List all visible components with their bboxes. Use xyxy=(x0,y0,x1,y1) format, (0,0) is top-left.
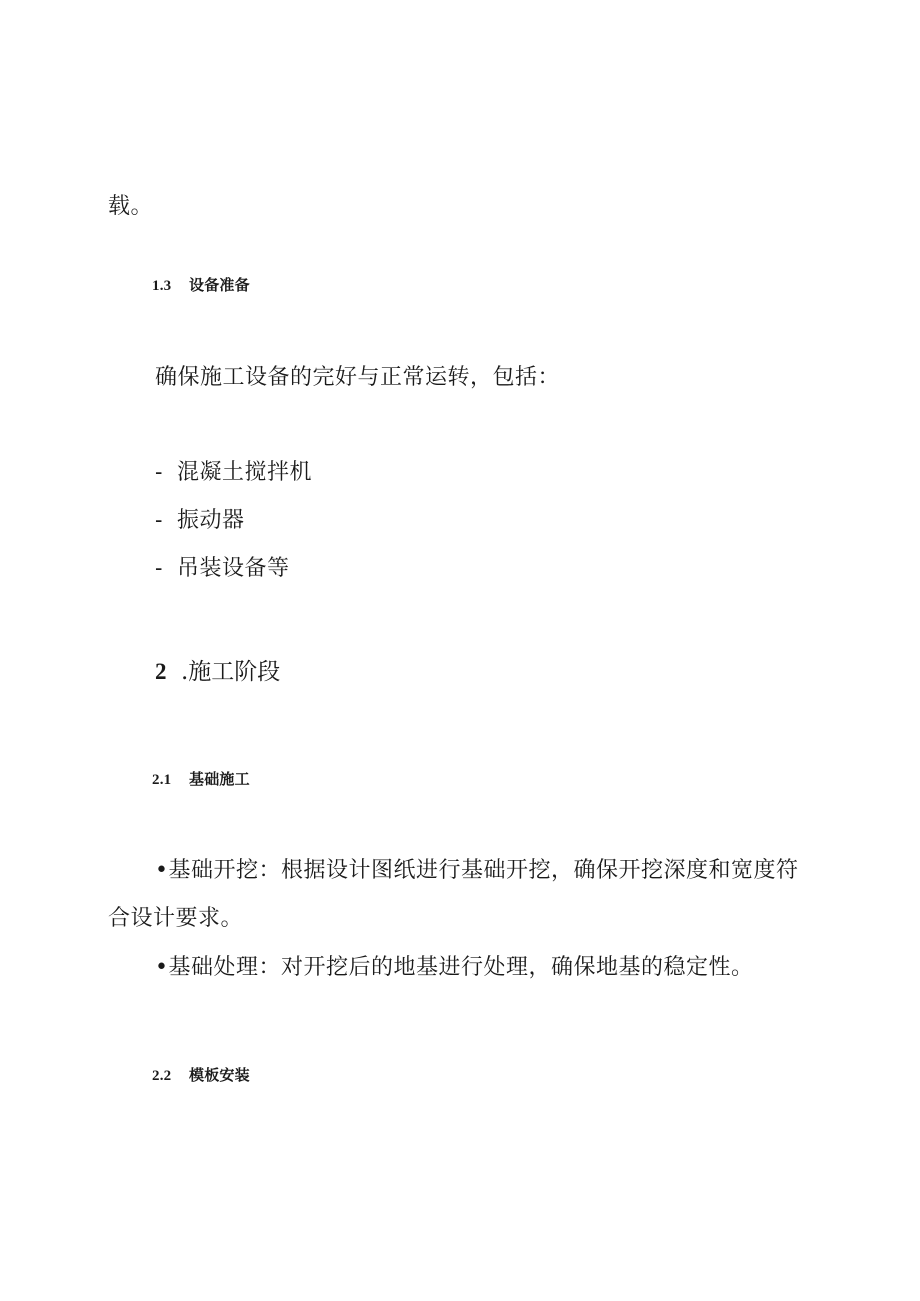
list-item xyxy=(155,558,290,580)
bullet-line: •基础开挖：根据设计图纸进行基础开挖，确保开挖深度和宽度符 xyxy=(155,858,799,883)
paragraph-continuation: 载。 xyxy=(108,194,154,219)
subsection-number: 2.1 xyxy=(152,772,172,788)
bullet-continuation: 合设计要求。 xyxy=(108,906,244,931)
list-item xyxy=(155,510,245,532)
subsection-heading-1-3 xyxy=(152,278,250,294)
subsection-number: 2.2 xyxy=(152,1068,172,1084)
list-item-text: 吊装设备等 xyxy=(177,556,290,581)
paragraph-intro: 确保施工设备的完好与正常运转，包括： xyxy=(155,365,561,390)
list-dash: - xyxy=(155,460,163,485)
list-item-text: 混凝土搅拌机 xyxy=(177,460,313,485)
list-item xyxy=(155,462,312,484)
subsection-title: 基础施工 xyxy=(189,770,250,788)
list-item-text: 振动器 xyxy=(177,508,245,533)
bullet-line: •基础处理：对开挖后的地基进行处理，确保地基的稳定性。 xyxy=(155,955,754,980)
section-title: .施工阶段 xyxy=(181,659,281,685)
list-dash: - xyxy=(155,508,163,533)
list-dash: - xyxy=(155,556,163,581)
subsection-number: 1.3 xyxy=(152,278,172,294)
subsection-heading-2-2 xyxy=(152,1068,250,1084)
section-heading-2 xyxy=(155,660,280,684)
subsection-heading-2-1 xyxy=(152,772,250,788)
subsection-title: 模板安装 xyxy=(189,1066,250,1084)
section-number: 2 xyxy=(155,659,167,684)
subsection-title: 设备准备 xyxy=(189,276,250,294)
